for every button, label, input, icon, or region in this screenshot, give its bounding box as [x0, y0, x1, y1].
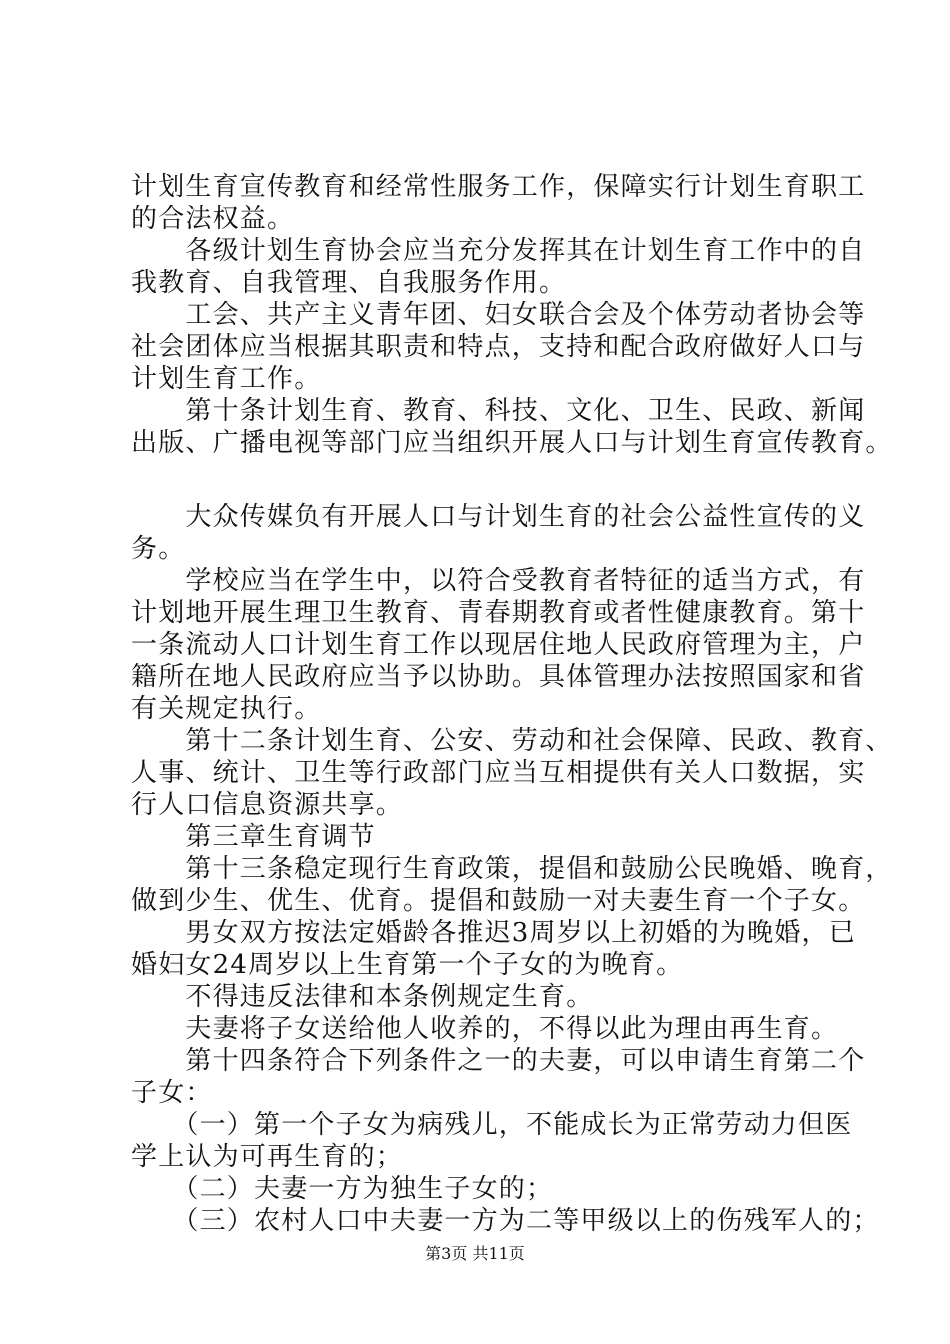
text-line: 婚妇女24周岁以上生育第一个子女的为晚育。	[131, 950, 684, 980]
text-line: 第十二条计划生育、公安、劳动和社会保障、民政、教育、	[131, 726, 893, 756]
document-body	[131, 171, 893, 1237]
text-line: 夫妻将子女送给他人收养的，不得以此为理由再生育。	[131, 1014, 839, 1044]
paragraph-gap	[131, 459, 851, 501]
text-line: 第十条计划生育、教育、科技、文化、卫生、民政、新闻	[131, 396, 866, 426]
page-number-footer: 第3页 共11页	[425, 1244, 525, 1263]
text-line: 的合法权益。	[131, 204, 295, 234]
text-line: 计划生育宣传教育和经常性服务工作，保障实行计划生育职工	[131, 172, 866, 202]
list-item: （三）农村人口中夫妻一方为二等甲级以上的伤残军人的；	[131, 1206, 880, 1236]
text-line: 第十三条稳定现行生育政策，提倡和鼓励公民晚婚、晚育，	[131, 854, 893, 884]
text-line: 工会、共产主义青年团、妇女联合会及个体劳动者协会等	[131, 300, 866, 330]
text-line: 有关规定执行。	[131, 694, 322, 724]
text-line: 务。	[131, 534, 186, 564]
text-line: 计划生育工作。	[131, 364, 322, 394]
text-line: 学校应当在学生中，以符合受教育者特征的适当方式，有	[131, 566, 866, 596]
text-line: 做到少生、优生、优育。提倡和鼓励一对夫妻生育一个子女。	[131, 886, 866, 916]
text-line: 男女双方按法定婚龄各推迟3周岁以上初婚的为晚婚，已	[131, 918, 856, 948]
list-item: （二）夫妻一方为独生子女的；	[131, 1174, 554, 1204]
text-line: 各级计划生育协会应当充分发挥其在计划生育工作中的自	[131, 236, 866, 266]
text-line: 计划地开展生理卫生教育、青春期教育或者性健康教育。第十	[131, 598, 866, 628]
text-line: 子女：	[131, 1078, 213, 1108]
text-line: 不得违反法律和本条例规定生育。	[131, 982, 594, 1012]
text-line: 籍所在地人民政府应当予以协助。具体管理办法按照国家和省	[131, 662, 866, 692]
text-line: 一条流动人口计划生育工作以现居住地人民政府管理为主，户	[131, 630, 866, 660]
text-line: 行人口信息资源共享。	[131, 790, 404, 820]
list-item: （一）第一个子女为病残儿，不能成长为正常劳动力但医	[131, 1110, 853, 1140]
text-line: 学上认为可再生育的；	[131, 1142, 404, 1172]
text-line: 第十四条符合下列条件之一的夫妻，可以申请生育第二个	[131, 1046, 866, 1076]
text-line: 我教育、自我管理、自我服务作用。	[131, 268, 567, 298]
text-line: 大众传媒负有开展人口与计划生育的社会公益性宣传的义	[131, 502, 866, 532]
text-line: 人事、统计、卫生等行政部门应当互相提供有关人口数据，实	[131, 758, 866, 788]
text-line: 社会团体应当根据其职责和特点，支持和配合政府做好人口与	[131, 332, 866, 362]
text-line: 出版、广播电视等部门应当组织开展人口与计划生育宣传教育。	[131, 428, 893, 458]
chapter-heading: 第三章生育调节	[131, 822, 376, 852]
